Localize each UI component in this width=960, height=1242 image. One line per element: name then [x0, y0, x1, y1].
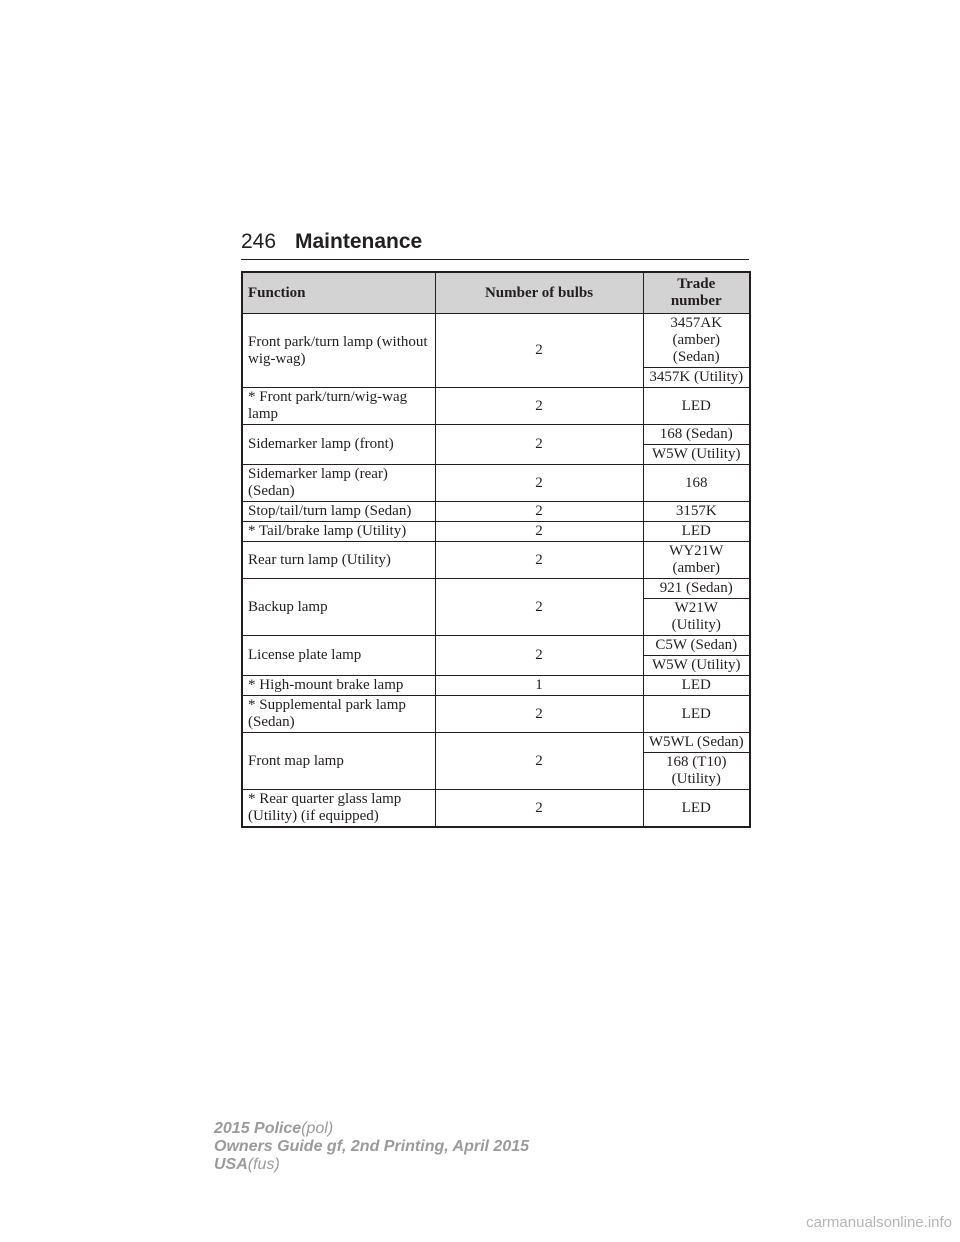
table-row — [242, 676, 750, 696]
bulb-specification-table — [241, 271, 751, 828]
cell-function: Rear turn lamp (Utility) — [242, 542, 435, 579]
footer-printing: Owners Guide gf, 2nd Printing, April 2015 — [214, 1138, 530, 1155]
table-body — [242, 314, 750, 828]
watermark: carmanualsonline.info — [806, 1214, 952, 1231]
cell-function: Stop/tail/turn lamp (Sedan) — [242, 502, 435, 522]
footer-model-code: (pol) — [301, 1120, 334, 1137]
footer-line-3 — [214, 1156, 529, 1174]
cell-trade-number: LED — [643, 696, 750, 733]
cell-trade-number: 168 (T10) (Utility) — [643, 753, 750, 790]
cell-trade-number: WY21W (amber) — [643, 542, 750, 579]
cell-function: * High-mount brake lamp — [242, 676, 435, 696]
print-footer — [214, 1120, 529, 1174]
cell-number-of-bulbs: 2 — [435, 579, 643, 636]
cell-number-of-bulbs: 1 — [435, 676, 643, 696]
cell-number-of-bulbs: 2 — [435, 314, 643, 388]
table-row — [242, 579, 750, 599]
cell-trade-number: C5W (Sedan) — [643, 636, 750, 656]
table-row — [242, 542, 750, 579]
cell-function: Front map lamp — [242, 733, 435, 790]
cell-trade-number: 3457K (Utility) — [643, 368, 750, 388]
cell-trade-number: LED — [643, 522, 750, 542]
cell-function: * Tail/brake lamp (Utility) — [242, 522, 435, 542]
cell-number-of-bulbs: 2 — [435, 502, 643, 522]
cell-trade-number: W5W (Utility) — [643, 656, 750, 676]
cell-number-of-bulbs: 2 — [435, 790, 643, 828]
footer-market-code: (fus) — [247, 1156, 280, 1173]
cell-trade-number: 3157K — [643, 502, 750, 522]
cell-trade-number: W5WL (Sedan) — [643, 733, 750, 753]
table-row — [242, 636, 750, 656]
footer-line-2 — [214, 1138, 529, 1156]
cell-trade-number: W21W (Utility) — [643, 599, 750, 636]
column-header-function: Function — [242, 272, 435, 314]
cell-trade-number: LED — [643, 790, 750, 828]
cell-number-of-bulbs: 2 — [435, 425, 643, 465]
cell-trade-number: LED — [643, 388, 750, 425]
cell-number-of-bulbs: 2 — [435, 522, 643, 542]
cell-function: Sidemarker lamp (rear) (Sedan) — [242, 465, 435, 502]
cell-trade-number: 168 — [643, 465, 750, 502]
table-row — [242, 696, 750, 733]
cell-number-of-bulbs: 2 — [435, 733, 643, 790]
page-header — [241, 230, 749, 260]
table-row — [242, 733, 750, 753]
table-row — [242, 314, 750, 368]
trade-number-header-text: Trade number — [670, 276, 722, 309]
cell-trade-number: 921 (Sedan) — [643, 579, 750, 599]
table-header-row — [242, 272, 750, 314]
cell-number-of-bulbs: 2 — [435, 388, 643, 425]
footer-model: 2015 Police — [214, 1120, 302, 1137]
cell-function: Sidemarker lamp (front) — [242, 425, 435, 465]
cell-number-of-bulbs: 2 — [435, 465, 643, 502]
cell-trade-number: 168 (Sedan) — [643, 425, 750, 445]
cell-number-of-bulbs: 2 — [435, 636, 643, 676]
cell-function: * Rear quarter glass lamp (Utility) (if equipped) — [242, 790, 435, 828]
cell-function: Backup lamp — [242, 579, 435, 636]
cell-function: Front park/turn lamp (without wig-wag) — [242, 314, 435, 388]
footer-line-1 — [214, 1120, 529, 1138]
cell-function: License plate lamp — [242, 636, 435, 676]
table-row — [242, 388, 750, 425]
table-row — [242, 522, 750, 542]
table-row — [242, 790, 750, 828]
cell-trade-number: LED — [643, 676, 750, 696]
cell-trade-number: 3457AK (amber) (Sedan) — [643, 314, 750, 368]
page-number: 246 — [241, 230, 277, 253]
header-divider — [241, 259, 749, 260]
cell-trade-number: W5W (Utility) — [643, 445, 750, 465]
cell-function: * Supplemental park lamp (Sedan) — [242, 696, 435, 733]
table-row — [242, 502, 750, 522]
section-title: Maintenance — [295, 230, 423, 253]
column-header-trade-number — [643, 272, 750, 314]
table-row — [242, 465, 750, 502]
column-header-number-of-bulbs: Number of bulbs — [435, 272, 643, 314]
cell-number-of-bulbs: 2 — [435, 696, 643, 733]
cell-function: * Front park/turn/wig-wag lamp — [242, 388, 435, 425]
cell-number-of-bulbs: 2 — [435, 542, 643, 579]
footer-market: USA — [214, 1156, 248, 1173]
table-row — [242, 425, 750, 445]
